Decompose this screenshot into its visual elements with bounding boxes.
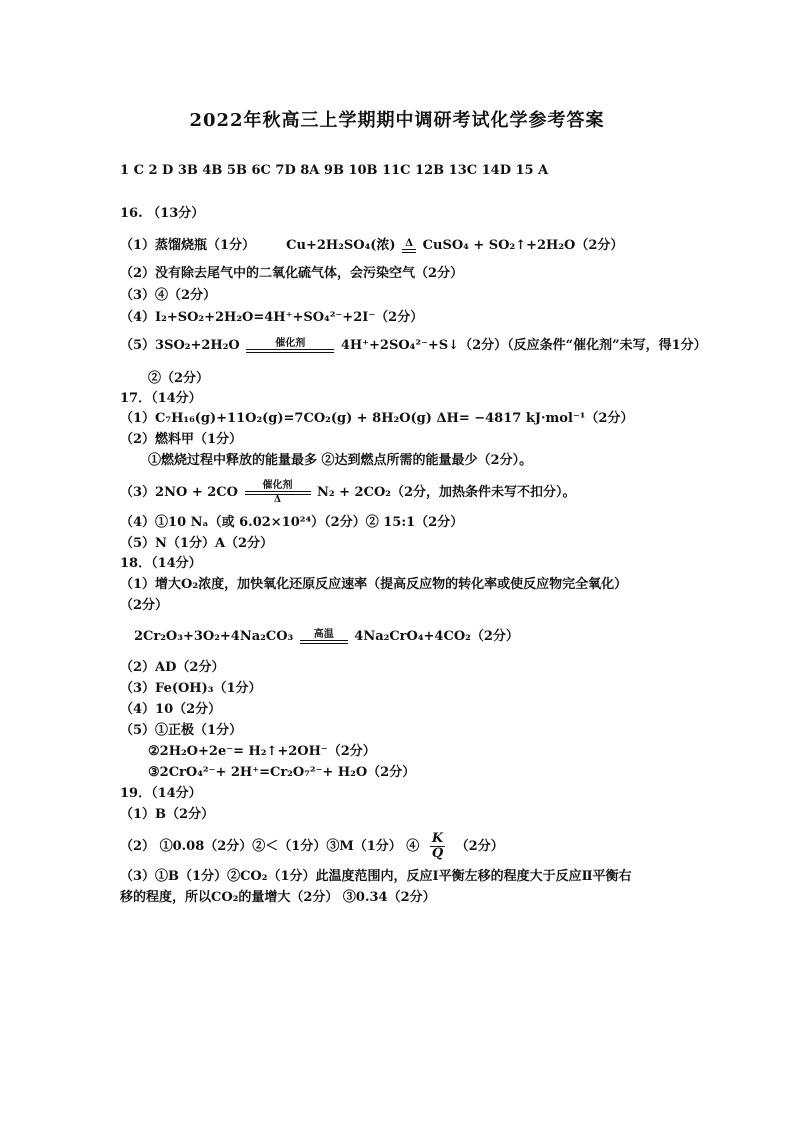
answer-key-line: 1 C 2 D 3B 4B 5B 6C 7D 8A 9B 10B 11C 12B 13C 14D 15 A [120, 163, 549, 178]
q16-line5 [120, 337, 707, 355]
q18-line1: （1）增大O₂浓度，加快氧化还原反应速率（提高反应物的转化率或使反应物完全氧化） [120, 577, 628, 592]
q17-line2: （2）燃料甲（1分） [120, 432, 243, 447]
catalyst-condition: 催化剂 [246, 338, 334, 353]
q18-line7: （5）①正极（1分） [120, 723, 243, 738]
q16-line1 [120, 237, 623, 255]
q18-line3 [134, 628, 519, 646]
q18-line3-part1: 2Cr₂O₃+3O₂+4Na₂CO₃ [134, 629, 294, 644]
q16-heading: 16. （13分） [120, 206, 205, 221]
q18-line9: ③2CrO₄²⁻+ 2H⁺=Cr₂O₇²⁻+ H₂O（2分） [148, 765, 416, 780]
q19-heading: 19．（14分） [120, 786, 202, 801]
q17-line3: ①燃烧过程中释放的能量最多 ②达到燃点所需的能量最少（2分）。 [148, 453, 533, 468]
high-temp-condition: 高温 [300, 629, 348, 644]
q17-line4-part1: （3）2NO + 2CO [120, 485, 238, 500]
q16-line4: （4）I₂+SO₂+2H₂O=4H⁺+SO₄²⁻+2I⁻（2分） [120, 310, 424, 325]
q19-line4: 移的程度，所以CO₂的量增大（2分） ③0.34（2分） [120, 890, 436, 905]
page-title: 2022年秋高三上学期期中调研考试化学参考答案 [189, 110, 605, 131]
q16-line6: ②（2分） [148, 371, 210, 386]
q18-line2: （2分） [120, 598, 169, 613]
q16-line1-part1: （1）蒸馏烧瓶（1分） [120, 238, 256, 253]
q19-line2 [120, 832, 504, 861]
q19-line2-part2: （2分） [455, 839, 504, 854]
q17-line5: （4）①10 Nₐ（或 6.02×10²⁴）（2分）② 15:1（2分） [120, 515, 464, 530]
q17-line1: （1）C₇H₁₆(g)+11O₂(g)=7CO₂(g) + 8H₂O(g) ΔH= −4817 kJ·mol⁻¹（2分） [120, 411, 634, 426]
q16-line5-part2: 4H⁺+2SO₄²⁻+S↓（2分）（反应条件“催化剂”未写，得1分） [340, 338, 707, 353]
q19-line2-part1: （2） ①0.08（2分）②＜（1分）③M（1分） ④ [120, 839, 420, 854]
q18-heading: 18．（14分） [120, 556, 202, 571]
q16-line3: （3）④（2分） [120, 288, 217, 303]
q19-line3: （3）①B（1分）②CO₂（1分）此温度范围内，反应Ⅰ平衡左移的程度大于反应Ⅱ平衡右 [120, 869, 632, 884]
q17-line6: （5）N（1分）A（2分） [120, 536, 274, 551]
q18-line8: ②2H₂O+2e⁻= H₂↑+2OH⁻（2分） [148, 744, 376, 759]
q16-line1-part2: Cu+2H₂SO₄(浓) [286, 238, 396, 253]
catalyst-heat-condition: 催化剂 Δ [245, 480, 311, 505]
q18-line5: （3）Fe(OH)₃（1分） [120, 681, 262, 696]
q17-line4-part2: N₂ + 2CO₂（2分，加热条件未写不扣分）。 [317, 485, 576, 500]
heat-condition: Δ [402, 238, 416, 253]
q17-line4 [120, 480, 576, 505]
q19-line1: （1）B（2分） [120, 807, 215, 822]
q16-line2: （2）没有除去尾气中的二氧化硫气体，会污染空气（2分） [120, 266, 464, 281]
q18-line6: （4）10（2分） [120, 702, 222, 717]
q16-line5-part1: （5）3SO₂+2H₂O [120, 338, 240, 353]
q18-line4: （2）AD（2分） [120, 660, 225, 675]
q16-line1-part3: CuSO₄ + SO₂↑+2H₂O（2分） [422, 238, 624, 253]
q18-line3-part2: 4Na₂CrO₄+4CO₂（2分） [354, 629, 519, 644]
q17-heading: 17．（14分） [120, 391, 202, 406]
k-over-q-fraction: $\frac{K}{Q}$ [431, 831, 444, 861]
